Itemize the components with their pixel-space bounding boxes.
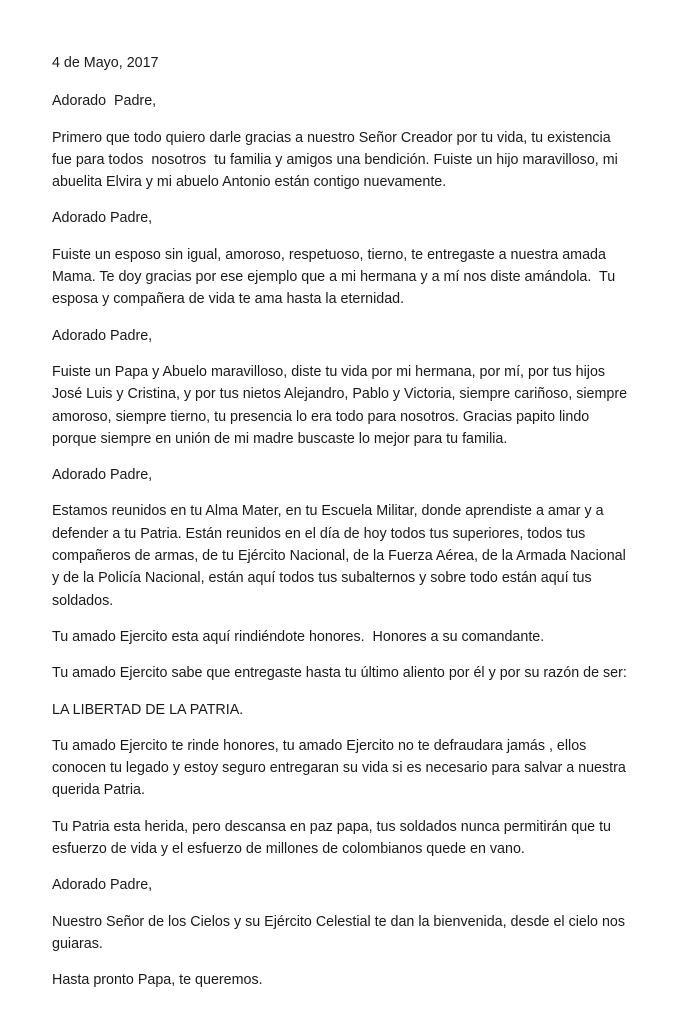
paragraph-line: Fuiste un Papa y Abuelo maravilloso, diste tu vida por mi hermana, por mí, por tus hijos [52,363,606,380]
paragraph-line: Adorado Padre, [52,467,153,484]
paragraph-line: conocen tu legado y estoy seguro entregaran su vida si es necesario para salvar a nuestra [52,760,626,777]
paragraph-line: y de la Policía Nacional, están aquí todos tus subalternos y sobre todo están aquí tus [52,570,592,587]
letter-paragraph [52,662,650,684]
letter-paragraph [52,500,650,611]
letter-paragraph [52,244,650,311]
letter-paragraph [52,874,650,896]
letter-paragraph [52,911,650,956]
paragraph-line: esfuerzo de vida y el esfuerzo de millones de colombianos quede en vano. [52,841,525,858]
letter-paragraph [52,207,650,229]
paragraph-line: Tu amado Ejercito sabe que entregaste hasta tu último aliento por él y por su razón de ser: [52,665,627,682]
paragraph-line: Adorado Padre, [52,877,153,894]
paragraph-line: Tu Patria esta herida, pero descansa en paz papa, tus soldados nunca permitirán que tu [52,818,611,835]
letter-paragraph [52,361,650,450]
paragraph-line: Hasta pronto Papa, te queremos. [52,972,263,989]
letter-paragraph [52,464,650,486]
letter-paragraph [52,816,650,861]
paragraph-line: Nuestro Señor de los Cielos y su Ejército Celestial te dan la bienvenida, desde el cielo nos [52,913,625,930]
paragraph-line: porque siempre en unión de mi madre buscaste lo mejor para tu familia. [52,430,508,447]
letter-date [52,52,650,74]
salutation-text: Adorado Padre, [52,93,157,110]
paragraph-line: José Luis y Cristina, y por tus nietos Alejandro, Pablo y Victoria, siempre cariñoso, siempre [52,386,628,403]
letter-paragraph [52,735,650,802]
paragraph-line: guiaras. [52,935,103,952]
paragraph-line: soldados. [52,592,114,609]
letter-paragraph [52,626,650,648]
paragraph-line: fue para todos nosotros tu familia y amigos una bendición. Fuiste un hijo maravilloso, mi [52,151,618,168]
paragraph-line: Primero que todo quiero darle gracias a nuestro Señor Creador por tu vida, tu existencia [52,129,611,146]
paragraph-line: Adorado Padre, [52,327,153,344]
paragraph-line: Estamos reunidos en tu Alma Mater, en tu Escuela Militar, donde aprendiste a amar y a [52,503,604,520]
letter-body [52,127,650,992]
paragraph-line: defender a tu Patria. Están reunidos en el día de hoy todos tus superiores, todos tus [52,525,586,542]
paragraph-line: compañeros de armas, de tu Ejército Nacional, de la Fuerza Aérea, de la Armada Nacional [52,548,626,565]
letter-paragraph [52,325,650,347]
paragraph-line: LA LIBERTAD DE LA PATRIA. [52,701,244,718]
paragraph-line: Adorado Padre, [52,210,153,227]
paragraph-line: amoroso, siempre tierno, tu presencia lo era todo para nosotros. Gracias papito lindo [52,408,590,425]
letter-salutation [52,90,650,112]
paragraph-line: esposa y compañera de vida te ama hasta la eternidad. [52,291,405,308]
paragraph-line: abuelita Elvira y mi abuelo Antonio están contigo nuevamente. [52,174,447,191]
letter-paragraph [52,969,650,991]
paragraph-line: querida Patria. [52,782,145,799]
paragraph-line: Tu amado Ejercito te rinde honores, tu amado Ejercito no te defraudara jamás , ellos [52,737,587,754]
letter-paragraph [52,699,650,721]
paragraph-line: Fuiste un esposo sin igual, amoroso, respetuoso, tierno, te entregaste a nuestra amada [52,246,606,263]
letter-paragraph [52,127,650,194]
paragraph-line: Tu amado Ejercito esta aquí rindiéndote honores. Honores a su comandante. [52,628,545,645]
paragraph-line: Mama. Te doy gracias por ese ejemplo que a mi hermana y a mí nos diste amándola. Tu [52,269,616,286]
date-text: 4 de Mayo, 2017 [52,55,159,71]
